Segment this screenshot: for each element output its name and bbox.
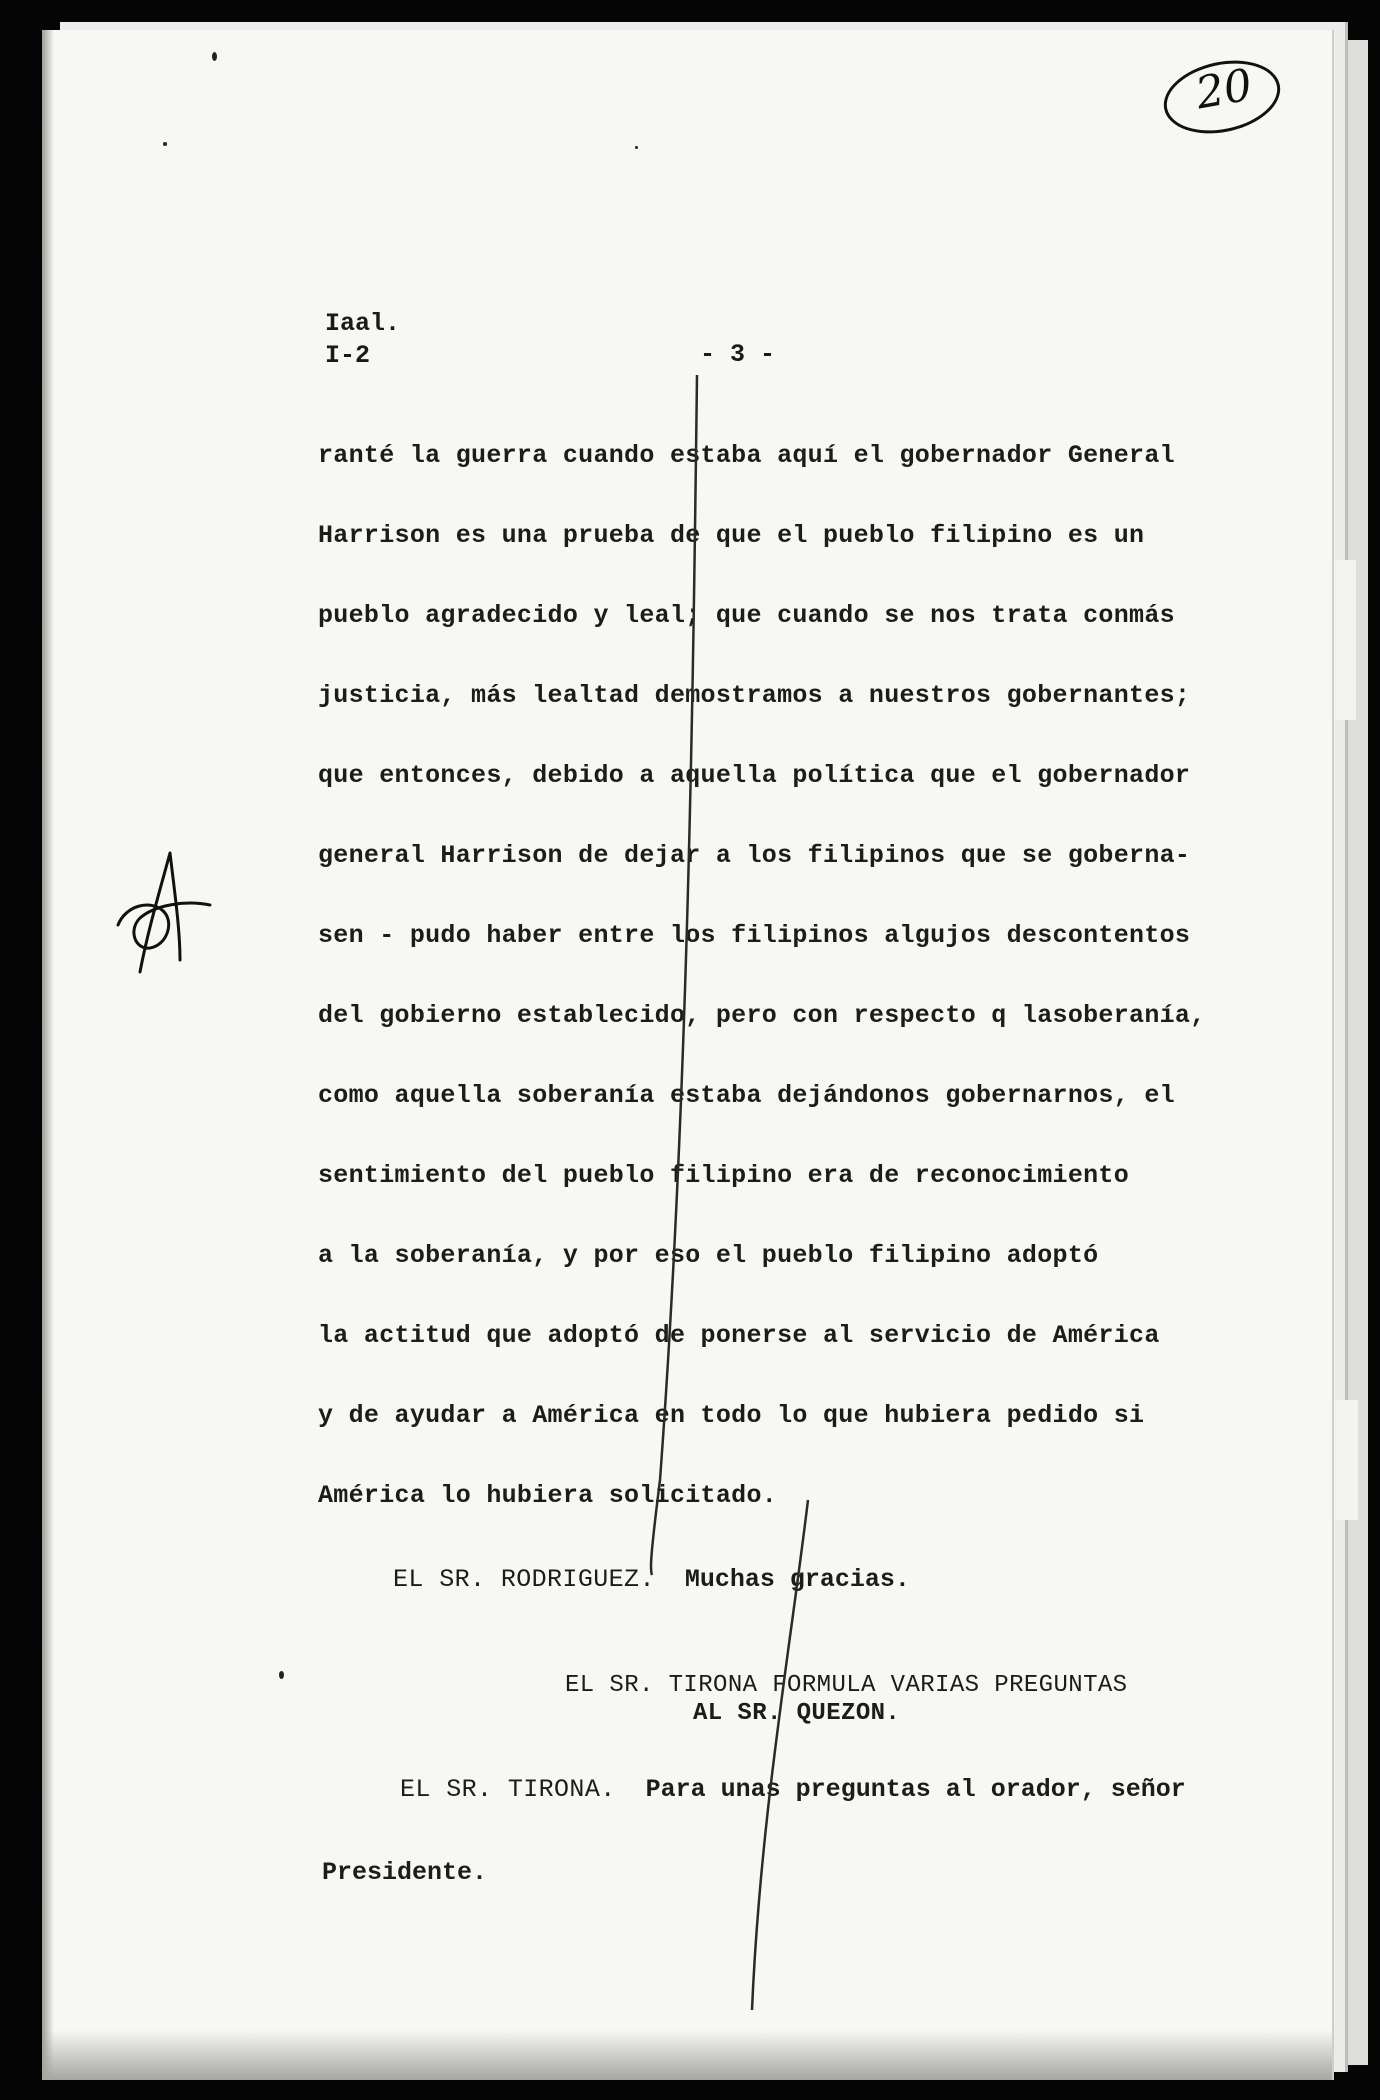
body-line: del gobierno establecido, pero con respecto q lasoberanía, (318, 1001, 1206, 1030)
closing-text: Presidente. (322, 1858, 488, 1887)
ink-speck (635, 146, 638, 149)
ink-speck (163, 142, 167, 146)
body-paragraph (318, 440, 1268, 1560)
ink-speck (212, 52, 217, 61)
body-line: sen - pudo haber entre los filipinos algujos descontentos (318, 921, 1191, 950)
page-edge-shadow (42, 30, 54, 2080)
body-line: y de ayudar a América en todo lo que hubiera pedido si (318, 1401, 1145, 1430)
header-code-2: I-2 (325, 341, 371, 370)
section-heading (565, 1672, 1128, 1728)
section-heading-line: EL SR. TIRONA FORMULA VARIAS PREGUNTAS (565, 1672, 1128, 1699)
ink-speck (279, 1671, 284, 1679)
speaker-exchange (400, 1775, 1186, 1804)
body-line: a la soberanía, y por eso el pueblo filipino adoptó (318, 1241, 1099, 1270)
speaker-name: EL SR. RODRIGUEZ. (393, 1565, 655, 1594)
speech-text: Muchas gracias. (684, 1565, 910, 1594)
body-line: la actitud que adoptó de ponerse al servicio de América (318, 1321, 1160, 1350)
body-line: justicia, más lealtad demostramos a nuestros gobernantes; (318, 681, 1191, 710)
folio-number: 20 (1191, 59, 1257, 120)
body-line: pueblo agradecido y leal; que cuando se nos trata conmás (318, 601, 1175, 630)
body-line: Harrison es una prueba de que el pueblo filipino es un (318, 521, 1145, 550)
section-heading-line: AL SR. QUEZON. (693, 1700, 901, 1727)
speaker-name: EL SR. TIRONA. (400, 1775, 616, 1804)
body-line: ranté la guerra cuando estaba aquí el gobernador General (318, 441, 1175, 470)
body-line: general Harrison de dejar a los filipinos que se goberna- (318, 841, 1191, 870)
body-line: sentimiento del pueblo filipino era de reconocimiento (318, 1161, 1130, 1190)
page-bottom-shadow (42, 2030, 1332, 2080)
body-line: como aquella soberanía estaba dejándonos gobernarnos, el (318, 1081, 1175, 1110)
speech-text: Para unas preguntas al orador, señor (645, 1775, 1186, 1804)
body-line: América lo hubiera solicitado. (318, 1481, 778, 1510)
page-number: - 3 - (700, 340, 776, 369)
body-line: que entonces, debido a aquella política que el gobernador (318, 761, 1191, 790)
speaker-exchange (393, 1565, 910, 1594)
header-code-1: Iaal. (325, 309, 401, 338)
document-header (325, 308, 400, 372)
